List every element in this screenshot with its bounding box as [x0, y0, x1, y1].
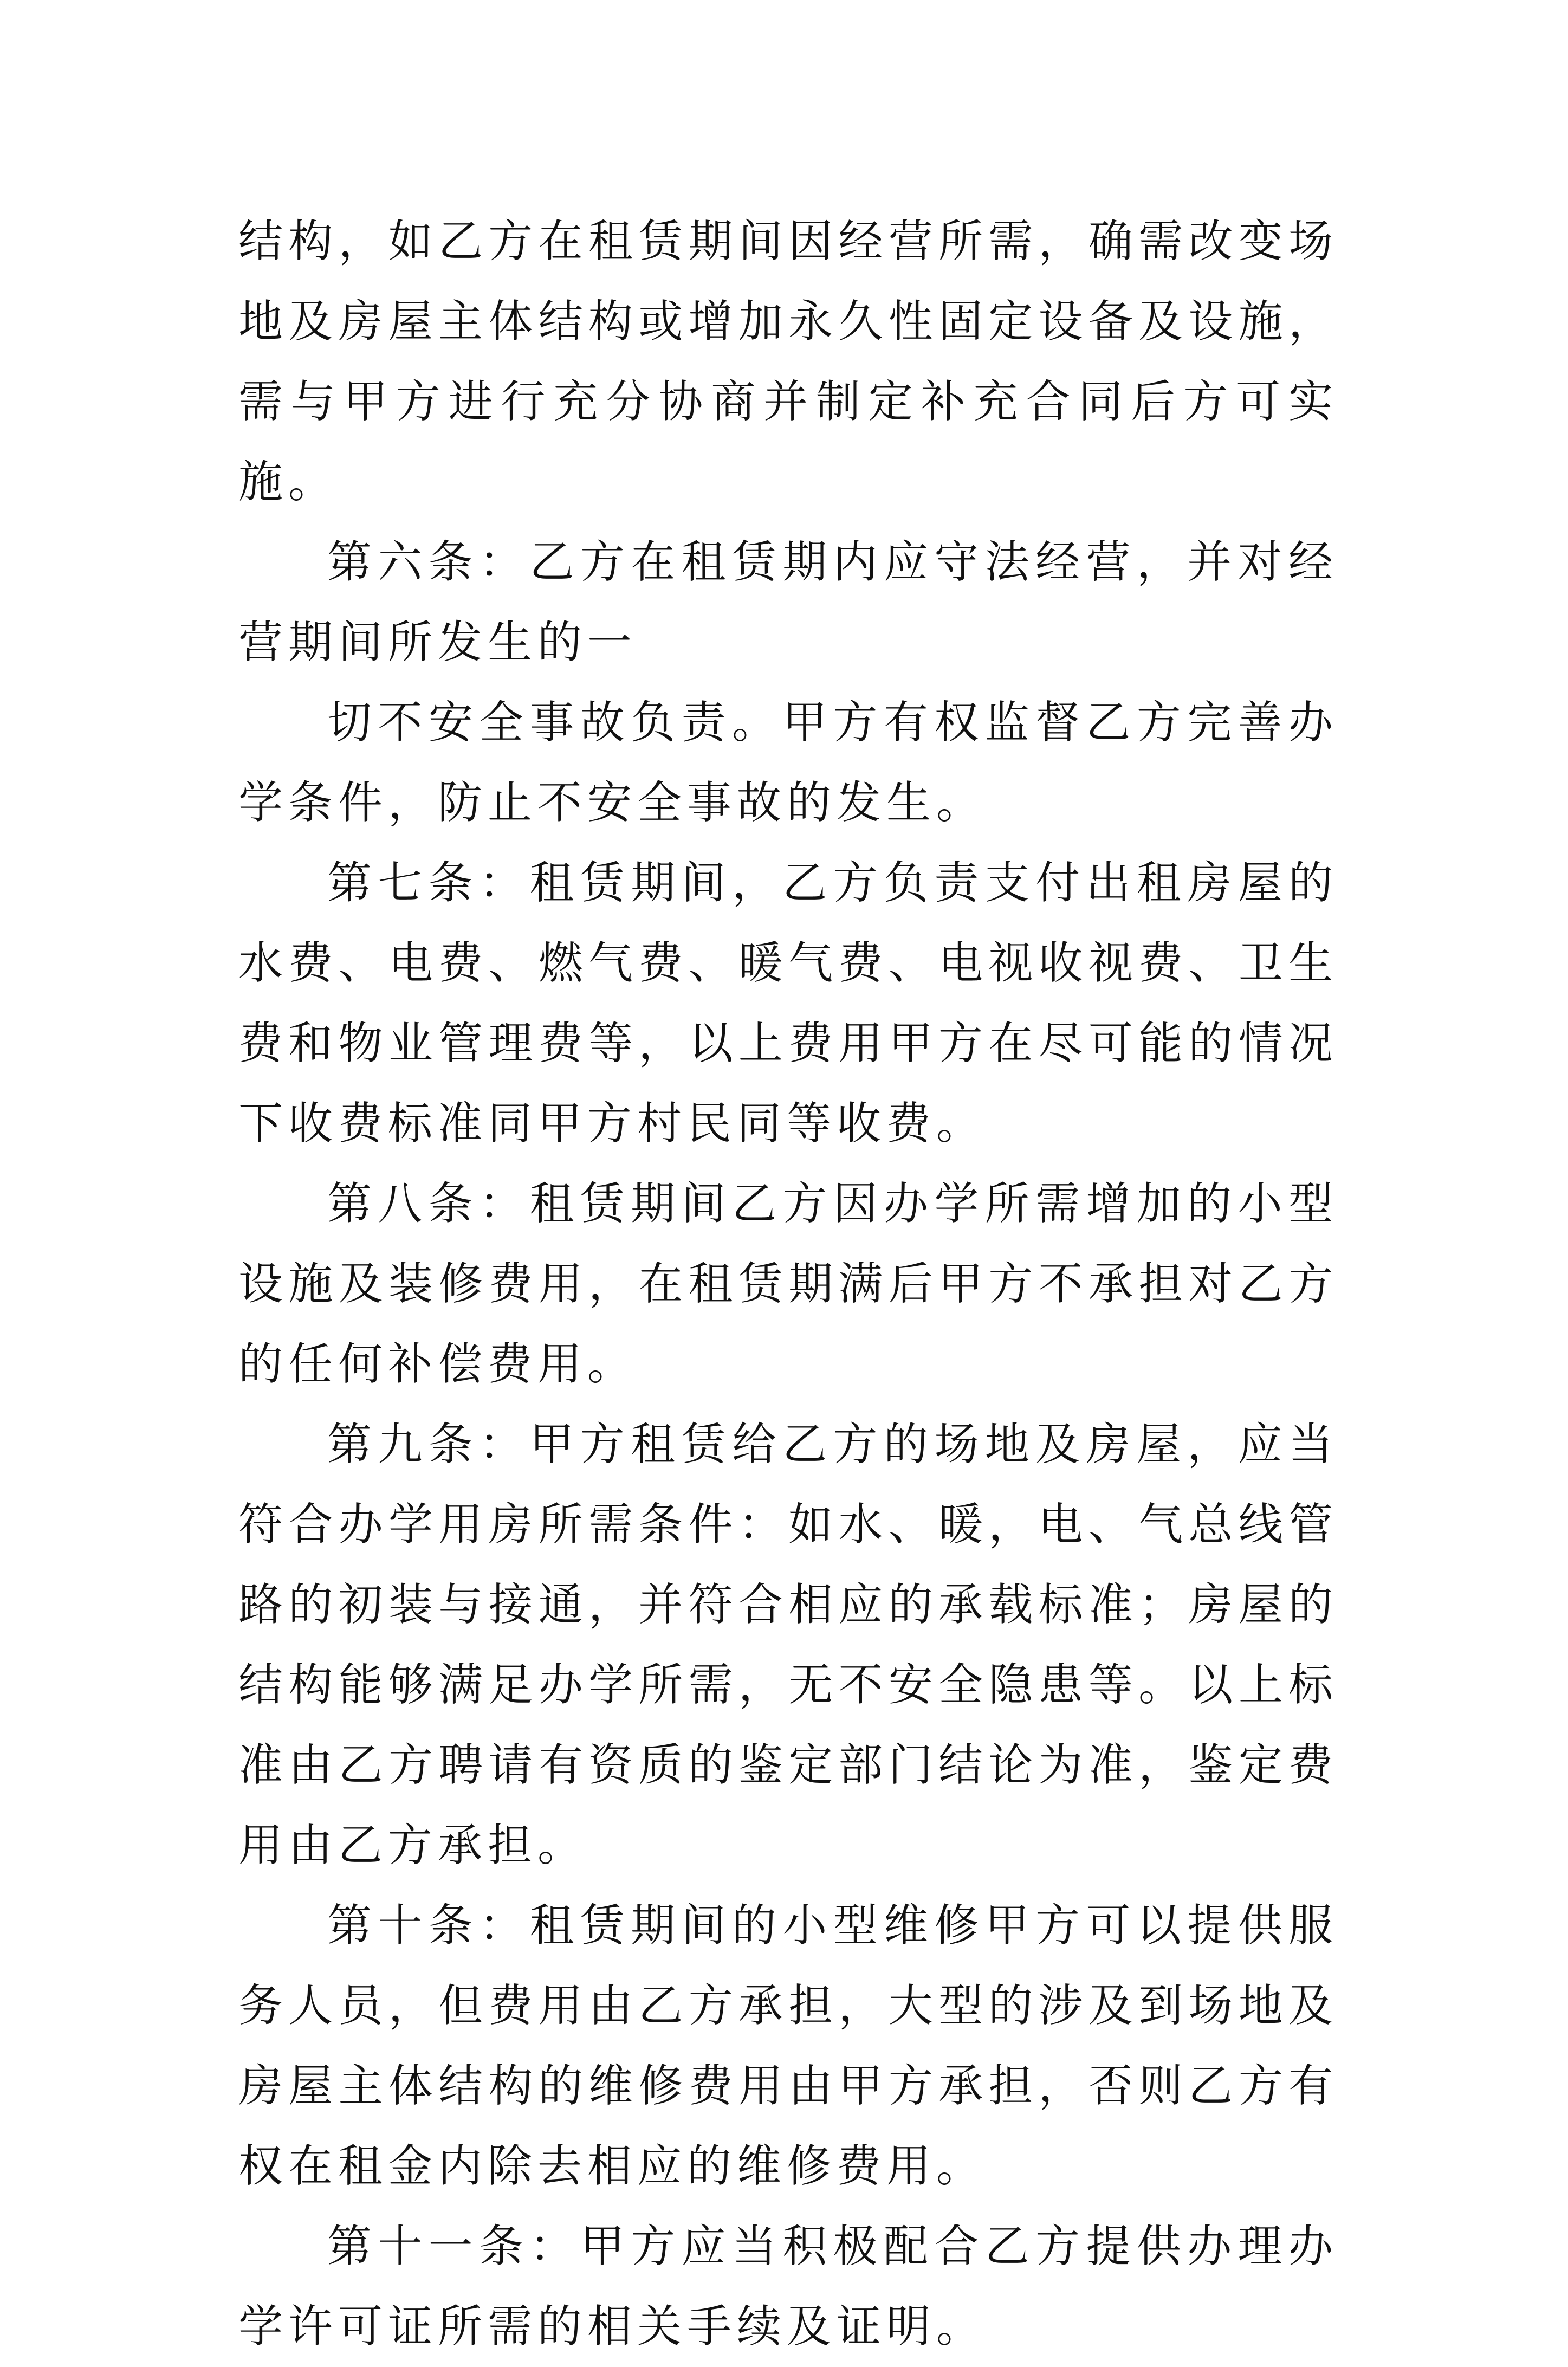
document-body	[238, 202, 1338, 2367]
paragraph-article-6: 第六条：乙方在租赁期内应守法经营，并对经营期间所发生的一	[238, 536, 1338, 668]
paragraph-article-6-continuation: 切不安全事故负责。甲方有权监督乙方完善办学条件，防止不安全事故的发生。	[238, 697, 1338, 829]
paragraph-article-8: 第八条：租赁期间乙方因办学所需增加的小型设施及装修费用，在租赁期满后甲方不承担对乙方的任何补偿费用。	[238, 1178, 1338, 1390]
paragraph-article-9: 第九条：甲方租赁给乙方的场地及房屋，应当符合办学用房所需条件：如水、暖，电、气总线管路的初装与接通，并符合相应的承载标准；房屋的结构能够满足办学所需，无不安全隐患等。以上标准由乙方聘请有资质的鉴定部门结论为准，鉴定费用由乙方承担。	[238, 1419, 1338, 1871]
paragraph-article-10: 第十条：租赁期间的小型维修甲方可以提供服务人员，但费用由乙方承担，大型的涉及到场地及房屋主体结构的维修费用由甲方承担，否则乙方有权在租金内除去相应的维修费用。	[238, 1900, 1338, 2192]
paragraph-structure-continuation: 结构，如乙方在租赁期间因经营所需，确需改变场地及房屋主体结构或增加永久性固定设备及设施，需与甲方进行充分协商并制定补充合同后方可实施。	[238, 216, 1338, 508]
paragraph-article-11: 第十一条：甲方应当积极配合乙方提供办理办学许可证所需的相关手续及证明。	[238, 2221, 1338, 2352]
paragraph-article-7: 第七条：租赁期间，乙方负责支付出租房屋的水费、电费、燃气费、暖气费、电视收视费、卫生费和物业管理费等，以上费用甲方在尽可能的情况下收费标准同甲方村民同等收费。	[238, 857, 1338, 1149]
